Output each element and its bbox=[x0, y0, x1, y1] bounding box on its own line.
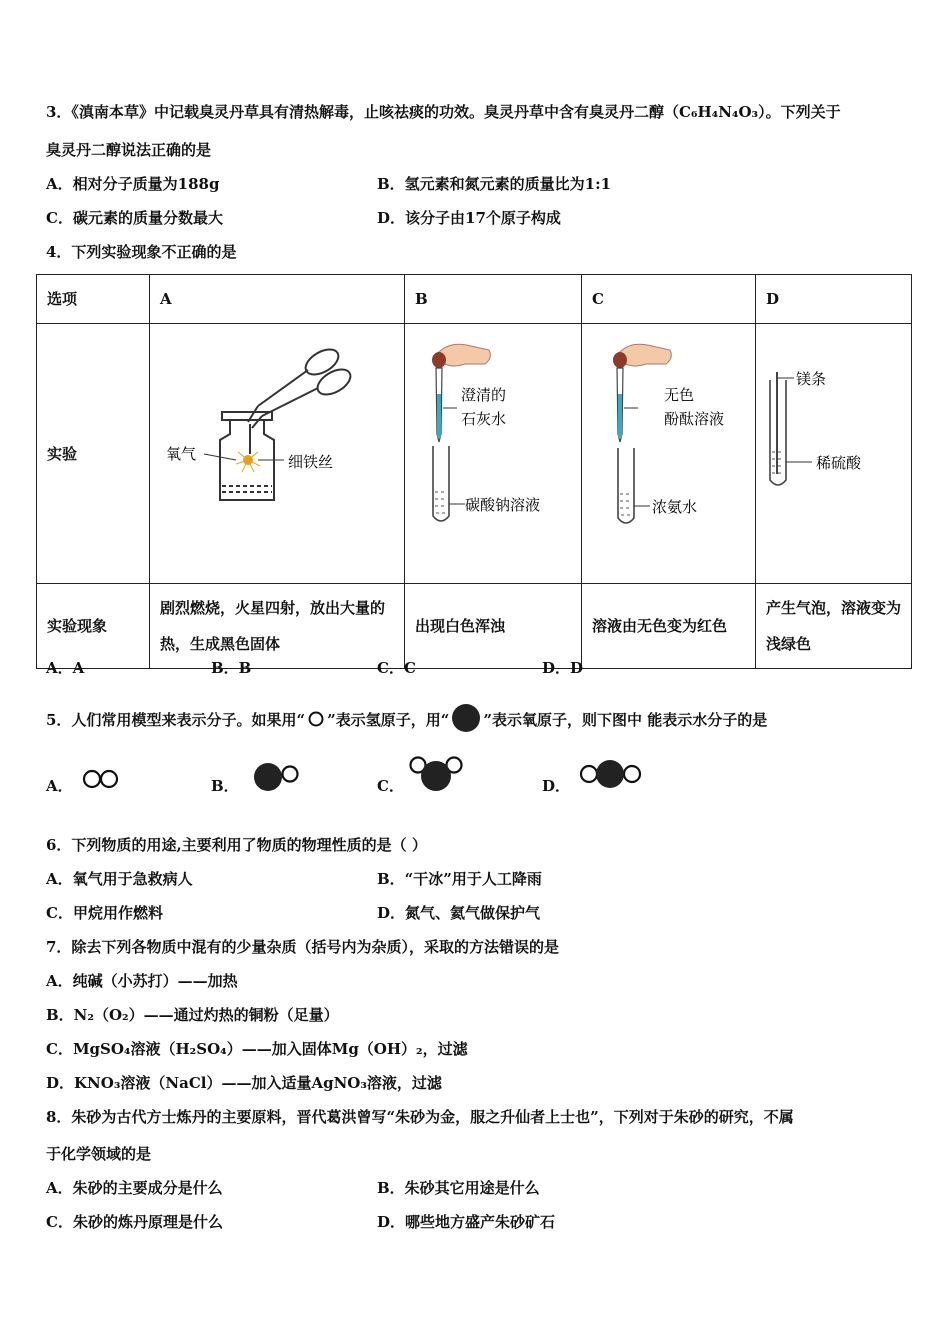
model-a-h2-icon bbox=[82, 768, 120, 790]
q6-option-c: C．甲烷用作燃料 bbox=[46, 904, 163, 922]
q7-option-a: A．纯碱（小苏打）——加热 bbox=[46, 972, 238, 990]
label-oxygen: 氧气 bbox=[166, 445, 197, 463]
q3-stem-line2: 臭灵丹二醇说法正确的是 bbox=[46, 141, 212, 159]
oxygen-atom-icon bbox=[449, 703, 483, 733]
limewater-dropper-figure bbox=[405, 324, 581, 570]
q3-option-b: B．氢元素和氮元素的质量比为1:1 bbox=[377, 175, 612, 193]
q5-option-d: D． bbox=[542, 777, 571, 795]
q4-header-c: C bbox=[582, 275, 756, 324]
model-b-oh-icon bbox=[252, 760, 302, 794]
q4-figure-b bbox=[405, 324, 582, 584]
dropper-bulb-icon bbox=[613, 352, 627, 368]
q7-option-c: C．MgSO₄溶液（H₂SO₄）——加入固体Mg（OH）₂，过滤 bbox=[46, 1040, 468, 1058]
label-b-top2: 石灰水 bbox=[461, 410, 507, 428]
q5-option-a: A． bbox=[46, 777, 73, 795]
q6-option-a: A．氧气用于急救病人 bbox=[46, 870, 193, 888]
q4-row-label-experiment: 实验 bbox=[37, 324, 150, 584]
label-c-top2: 酚酞溶液 bbox=[664, 410, 725, 428]
label-b-bottom: 碳酸钠溶液 bbox=[465, 496, 541, 514]
label-d-bottom: 稀硫酸 bbox=[816, 454, 862, 472]
label-iron-wire: 细铁丝 bbox=[288, 453, 334, 471]
q7-stem: 7．除去下列各物质中混有的少量杂质（括号内为杂质），采取的方法错误的是 bbox=[46, 938, 559, 956]
q8-stem-line2: 于化学领域的是 bbox=[46, 1145, 152, 1163]
q4-header-d: D bbox=[756, 275, 912, 324]
q8-option-c: C．朱砂的炼丹原理是什么 bbox=[46, 1213, 223, 1231]
phenolphthalein-dropper-figure bbox=[582, 324, 755, 570]
q4-phenomenon-d: 产生气泡，溶液变为浅绿色 bbox=[756, 584, 912, 669]
q4-stem: 4．下列实验现象不正确的是 bbox=[46, 243, 237, 261]
q4-phenomenon-a: 剧烈燃烧，火星四射，放出大量的热，生成黑色固体 bbox=[150, 584, 405, 669]
q5-stem-part3: ”表示氧原子，则下图中 能表示水分子的是 bbox=[483, 711, 768, 729]
iron-wire-combustion-figure bbox=[150, 324, 404, 570]
model-d-hoh-linear-icon bbox=[578, 758, 644, 790]
q4-option-b: B．B bbox=[211, 659, 252, 677]
q4-phenomenon-row bbox=[37, 584, 912, 669]
q3-option-c: C．碳元素的质量分数最大 bbox=[46, 209, 223, 227]
q4-row-label-phenomenon: 实验现象 bbox=[37, 584, 150, 669]
q3-option-a: A．相对分子质量为188g bbox=[46, 175, 220, 193]
magnesium-acid-figure bbox=[756, 324, 911, 570]
q3-option-d: D．该分子由17个原子构成 bbox=[377, 209, 561, 227]
label-b-top1: 澄清的 bbox=[461, 386, 507, 404]
q4-experiment-row bbox=[37, 324, 912, 584]
q4-figure-d bbox=[756, 324, 912, 584]
model-c-h2o-icon bbox=[406, 754, 466, 794]
q6-stem: 6．下列物质的用途,主要利用了物质的物理性质的是（ ） bbox=[46, 836, 427, 854]
q8-stem-line1: 8．朱砂为古代方士炼丹的主要原料，晋代葛洪曾写“朱砂为金，服之升仙者上士也”，下列对于朱砂的研究，不属 bbox=[46, 1108, 794, 1126]
q4-option-c: C．C bbox=[377, 659, 416, 677]
label-c-bottom: 浓氨水 bbox=[652, 498, 698, 516]
q8-option-b: B．朱砂其它用途是什么 bbox=[377, 1179, 540, 1197]
q4-figure-a bbox=[150, 324, 405, 584]
q4-figure-c bbox=[582, 324, 756, 584]
q5-stem-part1: 5．人们常用模型来表示分子。如果用“ bbox=[46, 711, 306, 729]
q4-header-a: A bbox=[150, 275, 405, 324]
q5-option-c: C． bbox=[377, 777, 404, 795]
q8-option-a: A．朱砂的主要成分是什么 bbox=[46, 1179, 223, 1197]
dropper-bulb-icon bbox=[432, 352, 446, 368]
q6-option-d: D．氮气、氦气做保护气 bbox=[377, 904, 541, 922]
q5-stem-part2: ”表示氢原子，用“ bbox=[327, 711, 450, 729]
label-d-top: 镁条 bbox=[796, 370, 827, 388]
q4-table bbox=[36, 274, 912, 669]
q3-stem-line1: 3．《滇南本草》中记载臭灵丹草具有清热解毒，止咳祛痰的功效。臭灵丹草中含有臭灵丹二醇（C₆H₄N₄O₃）。下列关于 bbox=[46, 103, 841, 121]
q4-option-a: A．A bbox=[46, 659, 85, 677]
label-c-top1: 无色 bbox=[664, 386, 695, 404]
hydrogen-atom-icon bbox=[305, 711, 327, 727]
q4-phenomenon-c: 溶液由无色变为红色 bbox=[582, 584, 756, 669]
q8-option-d: D．哪些地方盛产朱砂矿石 bbox=[377, 1213, 556, 1231]
q4-header-b: B bbox=[405, 275, 582, 324]
q5-stem bbox=[46, 703, 767, 733]
q7-option-d: D．KNO₃溶液（NaCl）——加入适量AgNO₃溶液，过滤 bbox=[46, 1074, 442, 1092]
q4-option-d: D．D bbox=[542, 659, 584, 677]
q7-option-b: B．N₂（O₂）——通过灼热的铜粉（足量） bbox=[46, 1006, 339, 1024]
q6-option-b: B．“干冰”用于人工降雨 bbox=[377, 870, 542, 888]
q4-header-row bbox=[37, 275, 912, 324]
q5-option-b: B． bbox=[211, 777, 239, 795]
q4-phenomenon-b: 出现白色浑浊 bbox=[405, 584, 582, 669]
q4-header-option: 选项 bbox=[37, 275, 150, 324]
